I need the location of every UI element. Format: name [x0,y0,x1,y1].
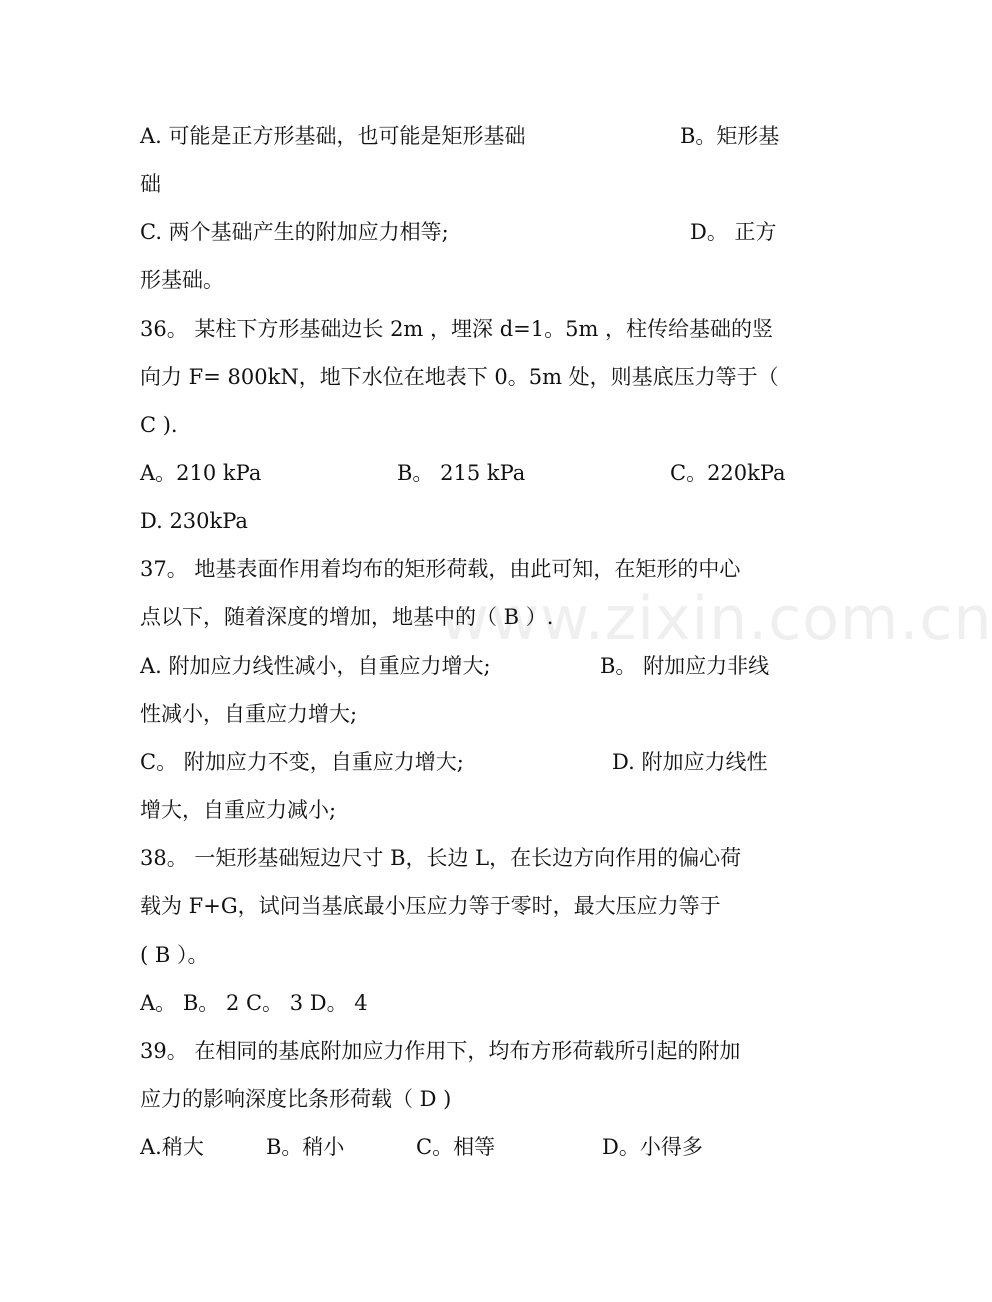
text-line: B。 附加应力非线 [600,654,770,678]
text-line: D。 正方 [690,220,777,244]
text-line: A。210 kPa [140,461,262,485]
text-line: C. 两个基础产生的附加应力相等; [140,220,449,244]
text-line: B。 215 kPa [397,461,526,485]
text-line: 载为 F+G，试问当基底最小压应力等于零时，最大压应力等于 [140,894,721,918]
text-line: D. 230kPa [140,509,248,533]
watermark: www.zixin.com.cn [440,584,992,654]
text-line: D. 附加应力线性 [612,750,768,774]
text-line: 39。 在相同的基底附加应力作用下，均布方形荷载所引起的附加 [140,1039,741,1063]
text-line: A.稍大 [140,1135,204,1159]
text-line: A. 可能是正方形基础，也可能是矩形基础 [140,124,526,148]
text-line: 应力的影响深度比条形荷载（ D ) [140,1087,452,1111]
text-line: 37。 地基表面作用着均布的矩形荷载，由此可知，在矩形的中心 [140,557,741,581]
text-line: C。相等 [416,1135,496,1159]
text-line: A. 附加应力线性减小，自重应力增大; [140,654,491,678]
text-line: 形基础。 [140,268,224,292]
text-line: 36。 某柱下方形基础边长 2m ，埋深 d=1。5m ，柱传给基础的竖 [140,317,774,341]
text-line: 础 [140,172,161,196]
text-line: 点以下，随着深度的增加，地基中的（ B ）. [140,605,554,629]
text-line: 增大，自重应力减小; [140,798,337,822]
text-line: A。 B。 2 C。 3 D。 4 [140,991,368,1015]
text-line: 38。 一矩形基础短边尺寸 B，长边 L，在长边方向作用的偏心荷 [140,846,742,870]
text-line: 向力 F= 800kN，地下水位在地表下 0。5m 处，则基底压力等于（ [140,365,779,389]
text-line: C。 附加应力不变，自重应力增大; [140,750,464,774]
text-line: C。220kPa [670,461,786,485]
text-line: B。稍小 [266,1135,345,1159]
text-line: ( B ）。 [140,943,209,967]
text-line: B。矩形基 [680,124,780,148]
text-line: C ). [140,413,178,437]
text-line: D。小得多 [602,1135,703,1159]
text-line: 性减小，自重应力增大; [140,702,358,726]
